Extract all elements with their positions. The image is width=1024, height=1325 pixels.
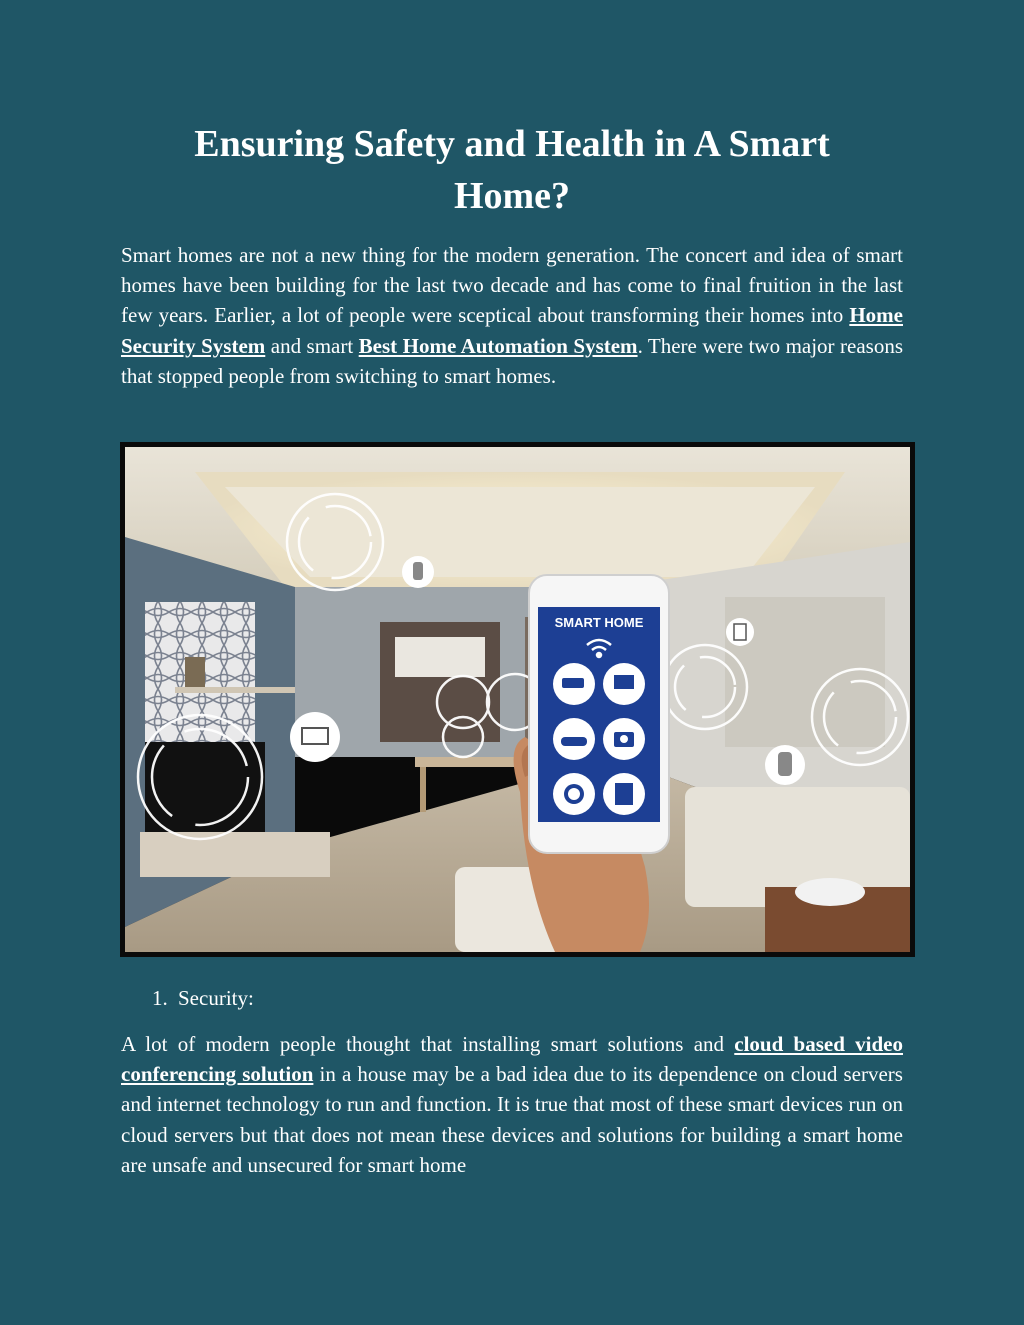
home-security-system-link[interactable]: Home Security System <box>121 303 903 358</box>
body-text-1: A lot of modern people thought that installing smart solutions and <box>121 1032 735 1056</box>
light-bulb-icon <box>765 745 805 785</box>
list-item <box>152 983 254 1013</box>
tv-icon <box>290 712 340 762</box>
phone-label: SMART HOME <box>554 615 644 630</box>
intro-paragraph <box>121 240 903 391</box>
list-label: Security: <box>178 986 254 1010</box>
smart-home-image <box>120 442 915 957</box>
cloud-video-conferencing-link[interactable]: cloud based video conferencing solution <box>121 1032 903 1087</box>
intro-text-3: . There were two major reasons that stopped people from switching to smart homes. <box>121 333 903 388</box>
list-number: 1. <box>152 986 168 1010</box>
intro-text-1: Smart homes are not a new thing for the modern generation. The concert and idea of smart homes have been building for the last two decade and has come to final fruition in the last few years. Earlier, a lot of people were sceptical about transforming their homes into <box>121 243 903 328</box>
light-bulb-icon <box>402 556 434 588</box>
intro-text-2: and smart <box>265 333 359 358</box>
section-list <box>152 983 254 1013</box>
body-text-2: in a house may be a bad idea due to its dependence on cloud servers and internet technology to run and function. It is true that most of these smart devices run on cloud servers but that does not mean these devices and solutions for building a smart home are unsafe and unsecured for smart home <box>121 1062 903 1177</box>
best-home-automation-link[interactable]: Best Home Automation System <box>358 333 638 358</box>
smart-home-illustration <box>125 447 910 952</box>
smartphone <box>529 575 669 853</box>
remote-icon <box>726 618 754 646</box>
page-title: Ensuring Safety and Health in A Smart Home? <box>194 123 830 217</box>
security-paragraph <box>121 1029 903 1180</box>
